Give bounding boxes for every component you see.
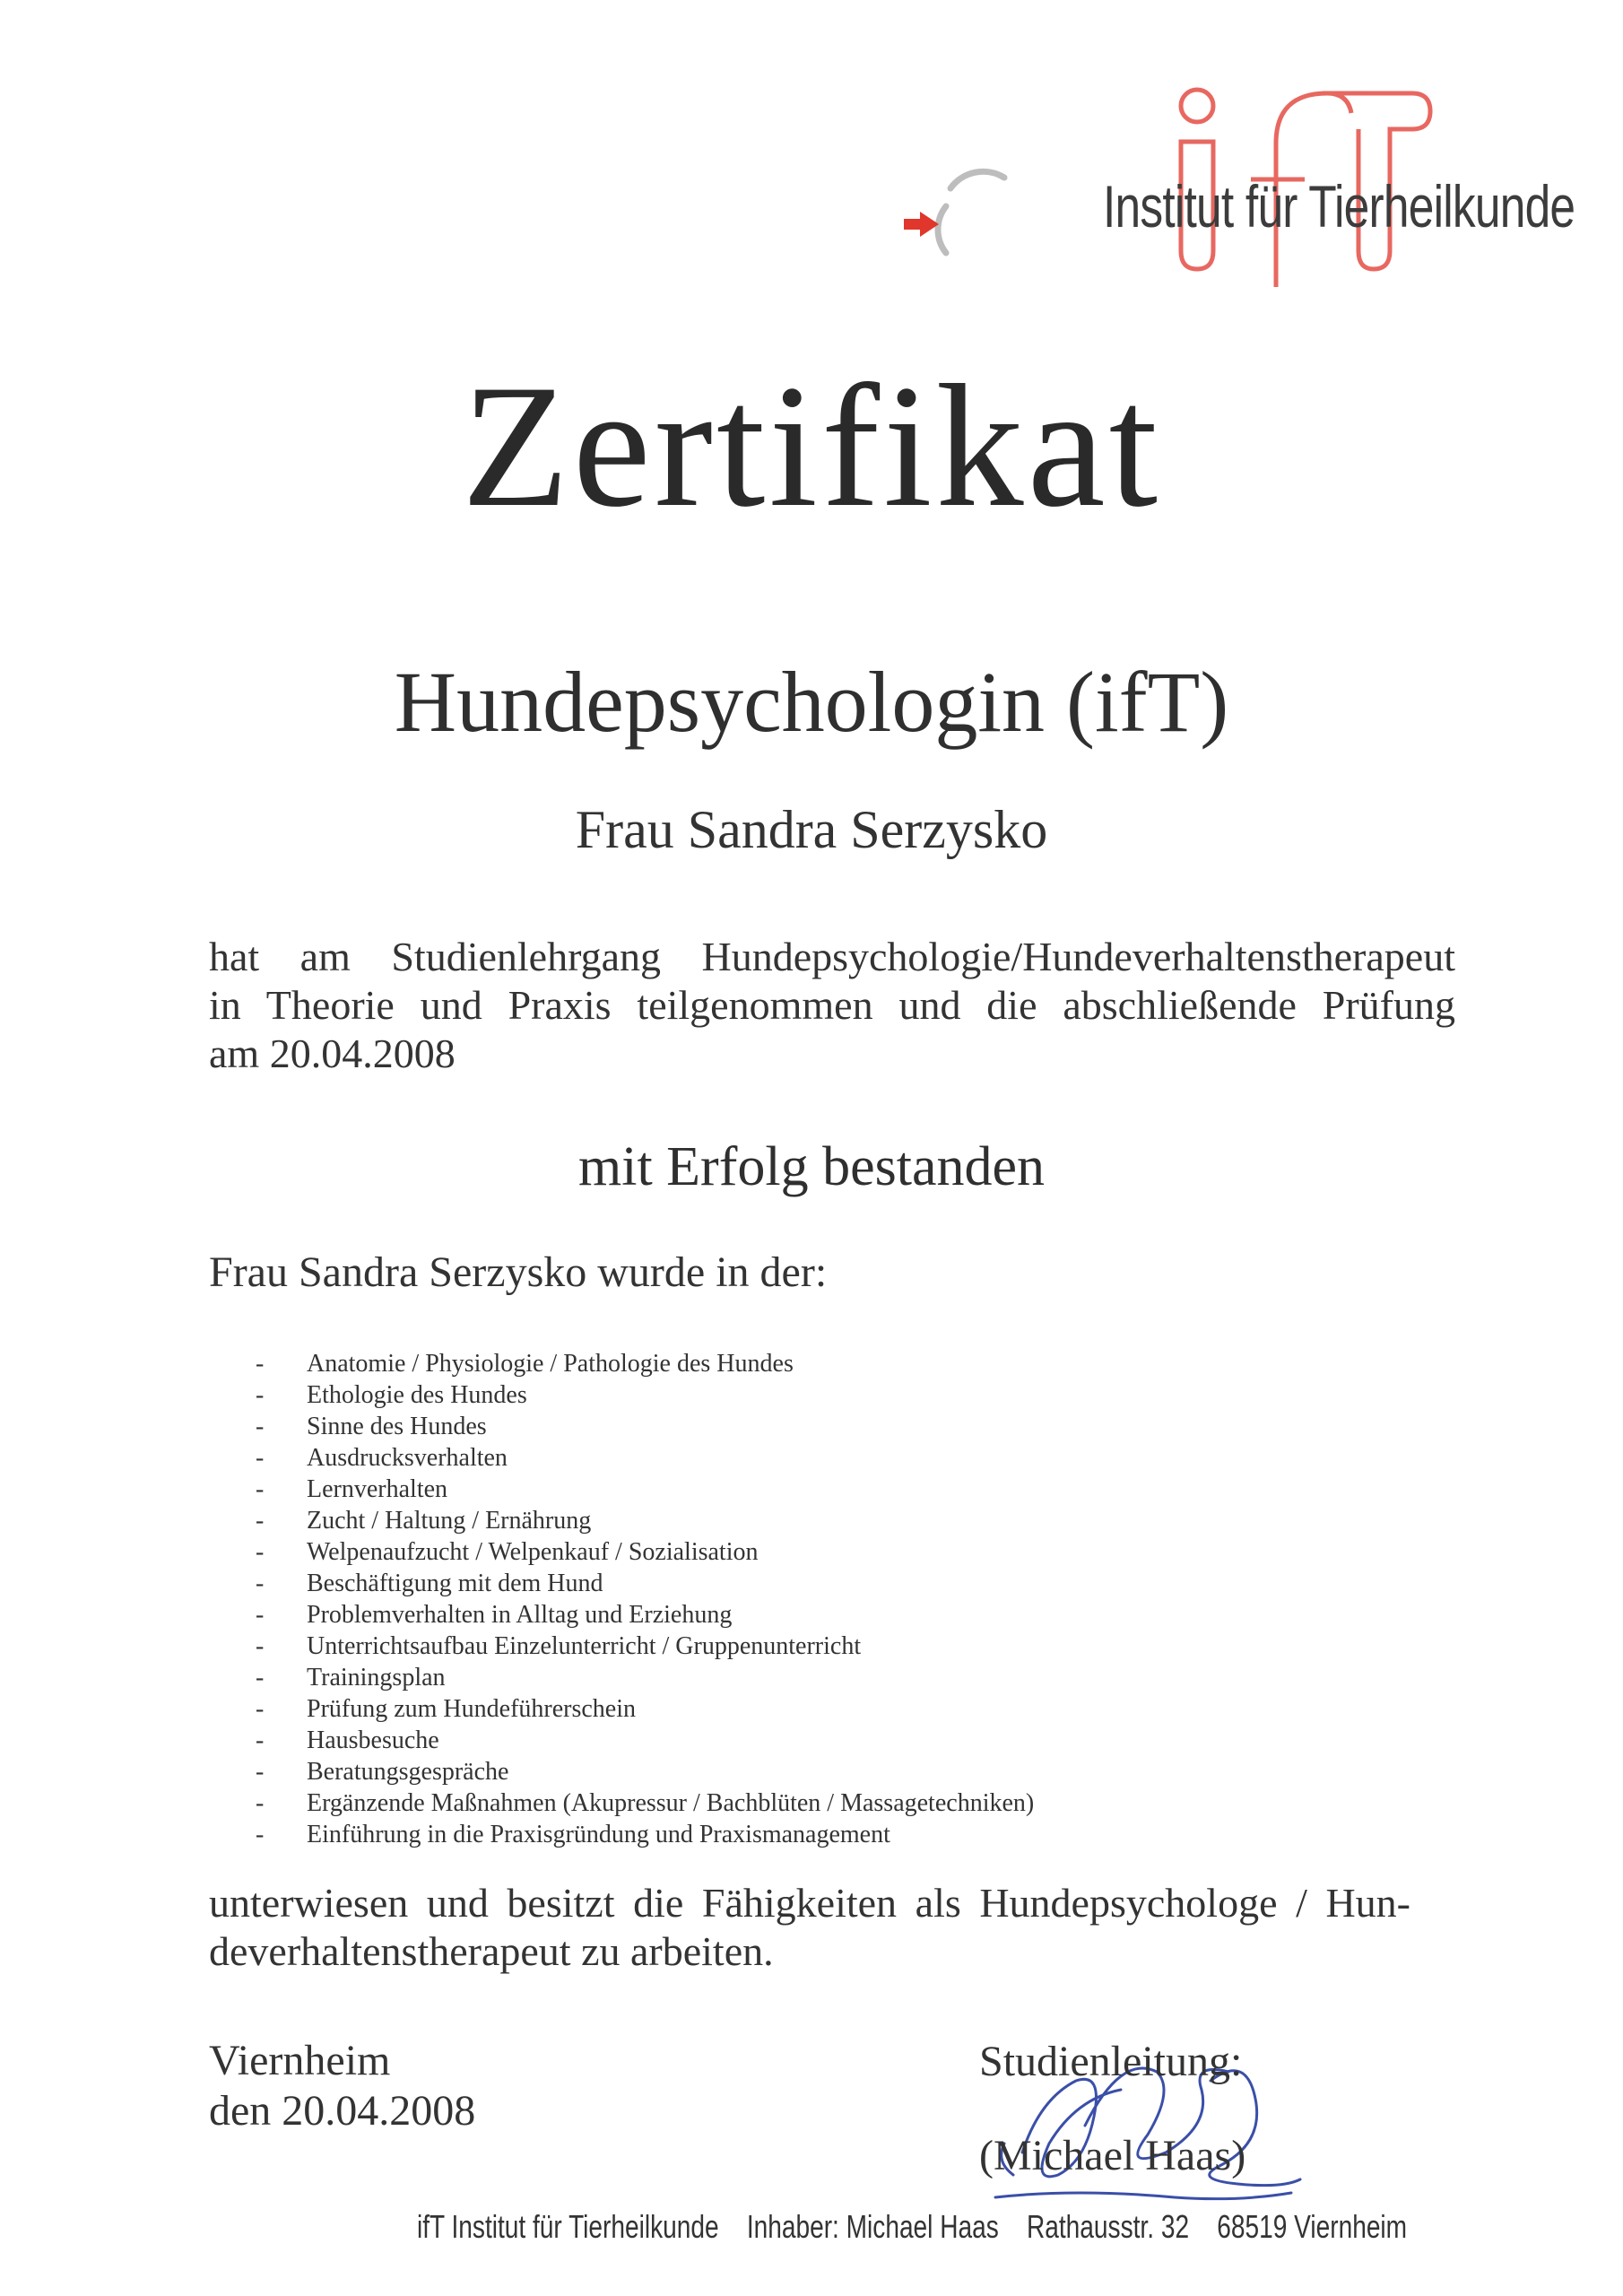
result-statement: mit Erfolg bestanden [578,1136,1045,1197]
participation-paragraph [209,933,1455,1078]
degree-title: Hundepsychologin (ifT) [394,654,1229,750]
topic-item: - Zucht / Haltung / Ernährung [256,1505,1034,1536]
topic-item: - Einführung in die Praxisgründung und Praxismanagement [256,1819,1034,1850]
recipient-name: Frau Sandra Serzysko [575,800,1048,859]
paragraph-line: hat am Studienlehrgang Hundepsychologie/Hundeverhaltenstherapeut [209,934,1455,979]
topic-item: - Sinne des Hundes [256,1411,1034,1442]
topics-intro: Frau Sandra Serzysko wurde in der: [209,1248,828,1296]
footer-street: Rathausstr. 32 [1026,2208,1190,2245]
topic-item: - Anatomie / Physiologie / Pathologie des Hundes [256,1348,1034,1379]
topic-item: - Welpenaufzucht / Welpenkauf / Sozialisation [256,1536,1034,1568]
topic-item: - Ergänzende Maßnahmen (Akupressur / Bachblüten / Massagetechniken) [256,1787,1034,1819]
institute-name: Institut für Tierheilkunde [1103,173,1575,239]
footer-address [417,2208,1428,2246]
topic-item: - Beschäftigung mit dem Hund [256,1568,1034,1599]
topic-item: - Ausdrucksverhalten [256,1442,1034,1474]
place-date-block [209,2036,475,2136]
topic-item: - Prüfung zum Hundeführerschein [256,1693,1034,1725]
signature-label: Studienleitung: [979,2038,1243,2085]
topic-item: - Lernverhalten [256,1474,1034,1505]
topic-item: - Hausbesuche [256,1725,1034,1756]
closing-line: deverhaltenstherapeut zu arbeiten. [209,1928,774,1974]
place: Viernheim [209,2037,391,2084]
footer-owner: Inhaber: Michael Haas [746,2208,999,2245]
certificate-title: Zertifikat [461,349,1162,544]
signatory-name: (Michael Haas) [979,2132,1246,2179]
paragraph-line: am 20.04.2008 [209,1031,456,1076]
topics-list [256,1348,1034,1850]
issue-date: den 20.04.2008 [209,2087,476,2135]
footer-company: ifT Institut für Tierheilkunde [417,2208,719,2245]
paragraph-line: in Theorie und Praxis teilgenommen und die abschließende Prüfung [209,982,1455,1028]
topic-item: - Ethologie des Hundes [256,1379,1034,1411]
closing-line: unterwiesen und besitzt die Fähigkeiten als Hundepsychologe / Hun- [209,1880,1410,1926]
footer-city: 68519 Viernheim [1217,2208,1408,2245]
closing-paragraph [209,1879,1410,1976]
topic-item: - Trainingsplan [256,1662,1034,1693]
topic-item: - Problemverhalten in Alltag und Erziehung [256,1599,1034,1631]
topic-item: - Beratungsgespräche [256,1756,1034,1787]
topic-item: - Unterrichtsaufbau Einzelunterricht / Gruppenunterricht [256,1631,1034,1662]
